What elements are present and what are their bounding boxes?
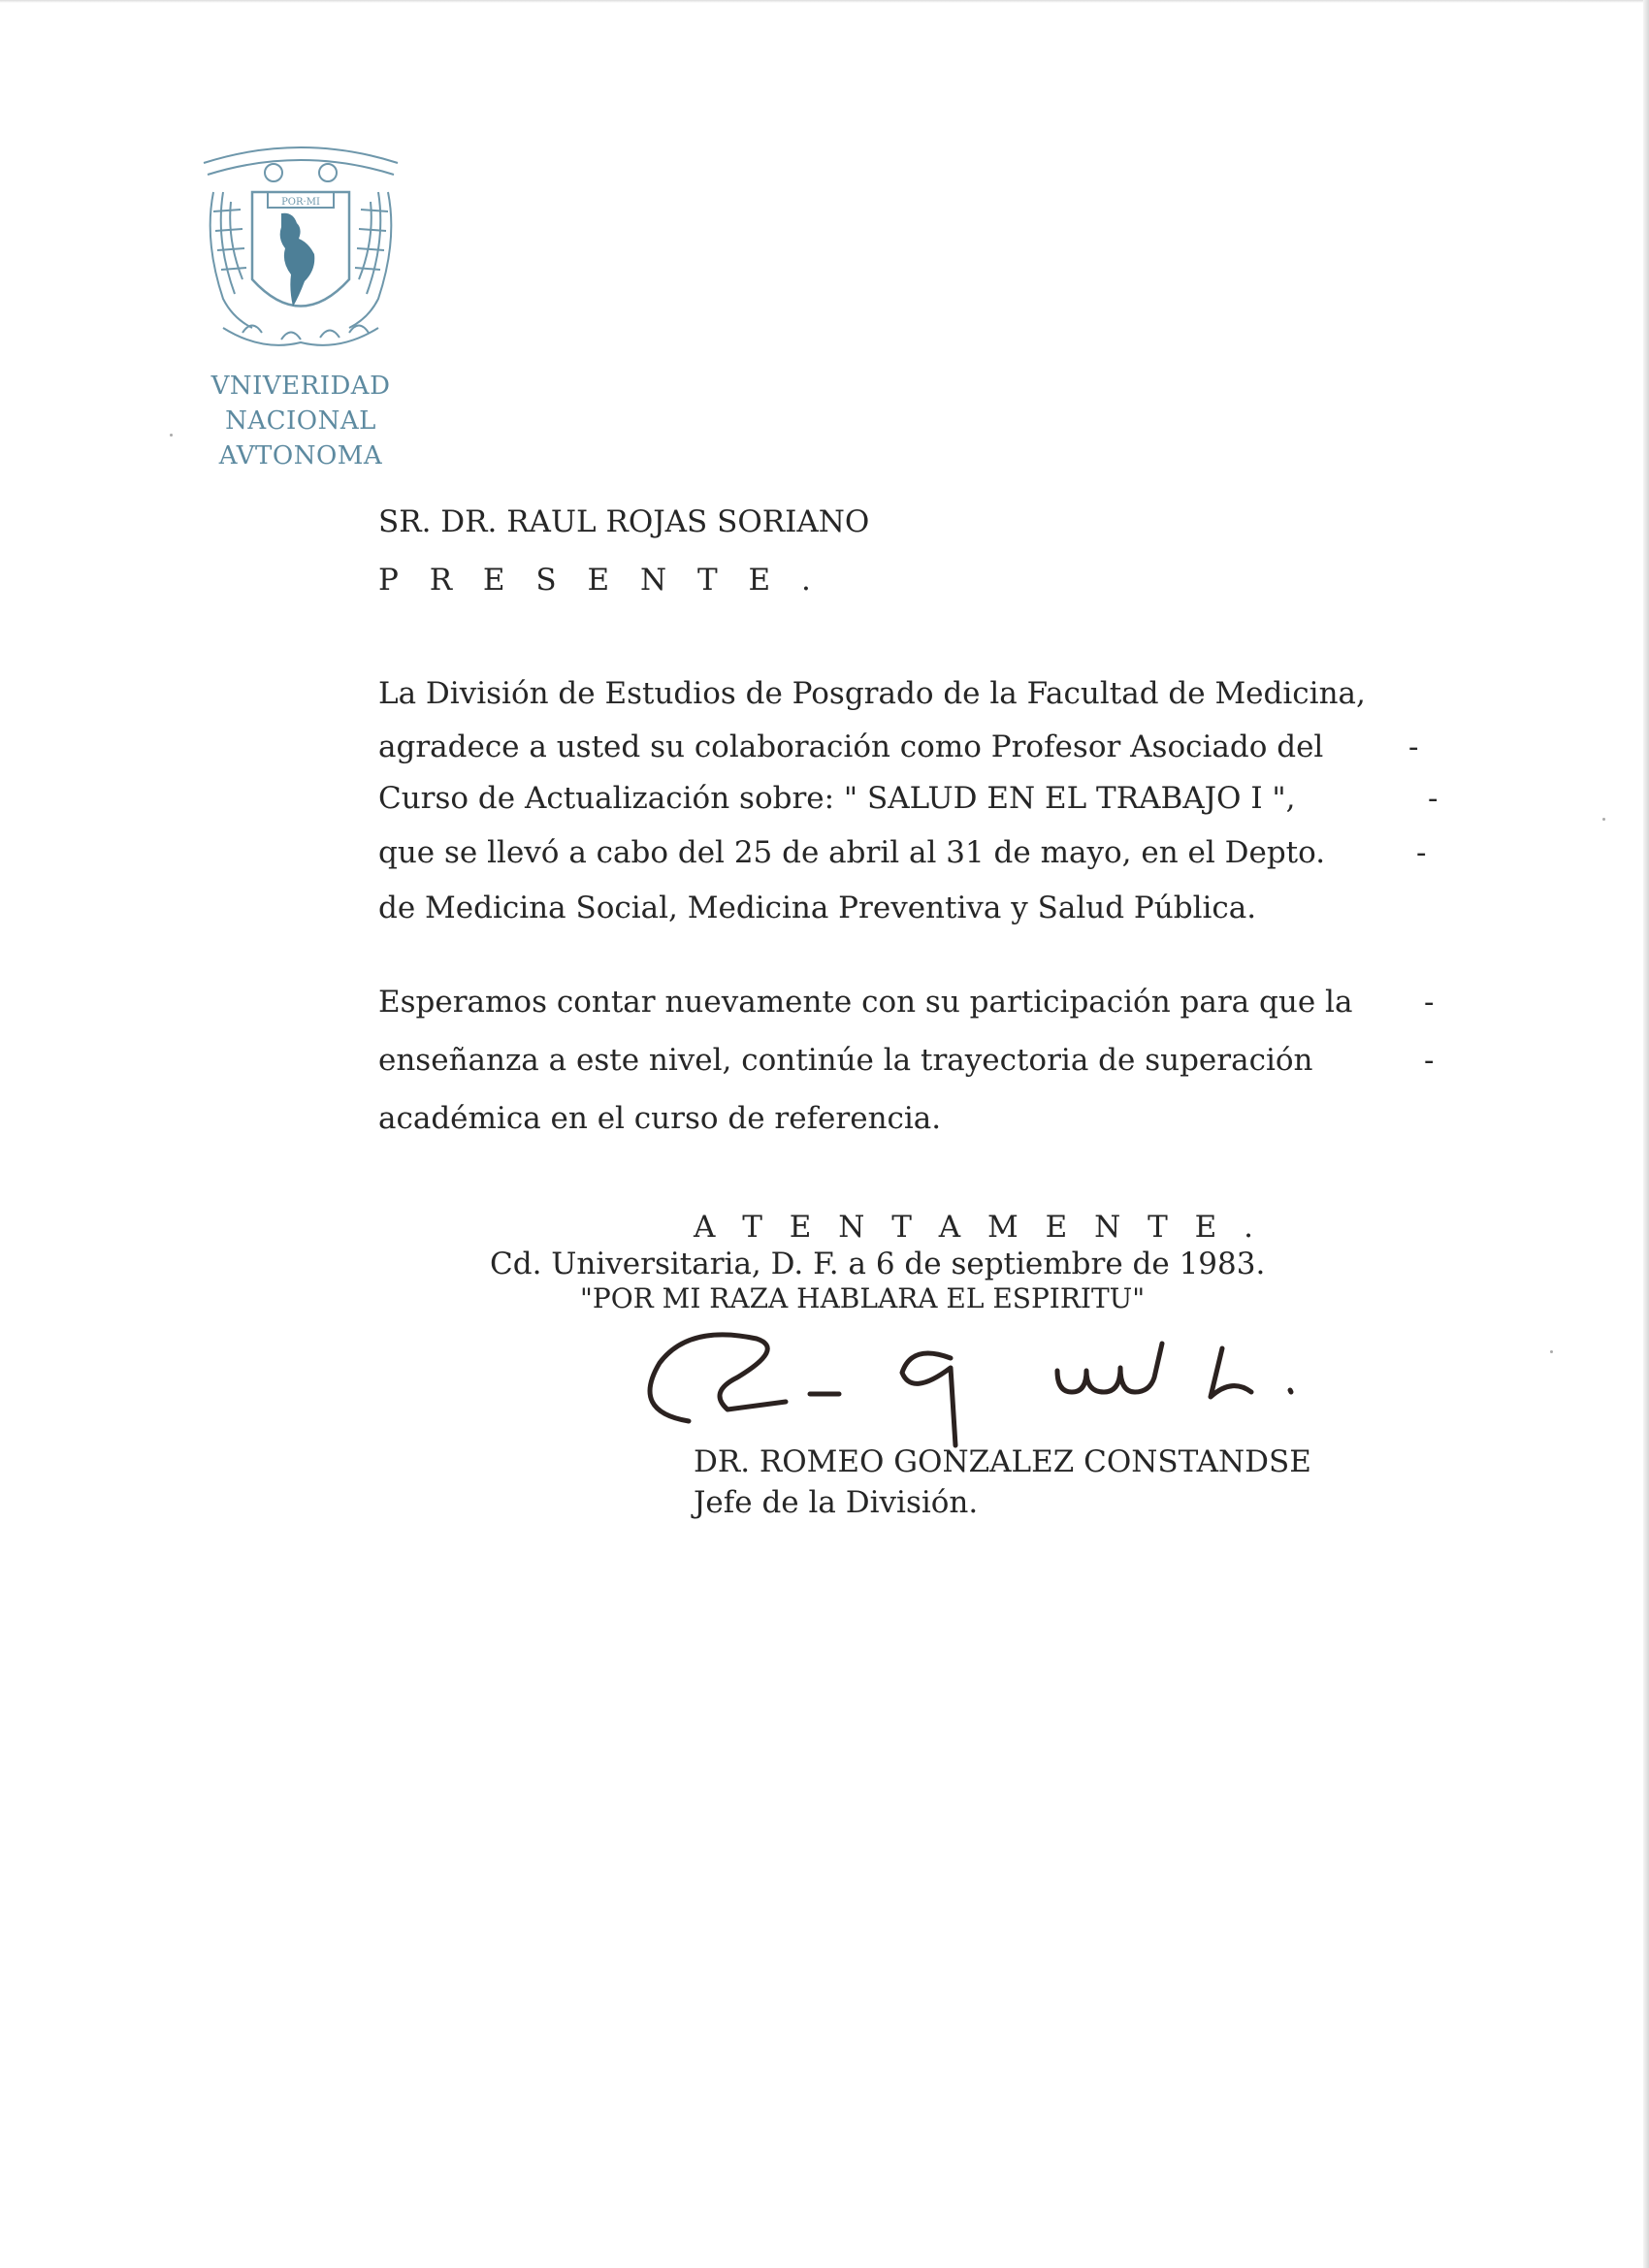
paragraph1-line1: La División de Estudios de Posgrado de la Facultad de Medicina, xyxy=(378,676,1366,711)
line-hyphen: - xyxy=(1416,835,1427,870)
signer-name: DR. ROMEO GONZALEZ CONSTANDSE xyxy=(694,1444,1311,1479)
seal-emblem-icon xyxy=(184,134,417,367)
closing-motto: "POR MI RAZA HABLARA EL ESPIRITU" xyxy=(580,1282,1146,1314)
addressee-name: SR. DR. RAUL ROJAS SORIANO xyxy=(378,504,870,539)
line-hyphen: - xyxy=(1424,985,1435,1020)
svg-text:POR·MI: POR·MI xyxy=(281,197,320,208)
line-hyphen: - xyxy=(1428,781,1439,816)
paper-speck xyxy=(1602,818,1605,821)
handwritten-signature xyxy=(630,1324,1368,1460)
unam-seal-logo xyxy=(184,134,417,367)
paragraph1-line5: de Medicina Social, Medicina Preventiva y Salud Pública. xyxy=(378,891,1257,925)
university-name-line1: VNIVERIDAD NACIONAL xyxy=(210,372,391,436)
paper-speck xyxy=(170,434,173,437)
paragraph1-line2: agradece a usted su colaboración como Profesor Asociado del xyxy=(378,729,1324,764)
paragraph2-line2: enseñanza a este nivel, continúe la trayectoria de superación xyxy=(378,1043,1313,1078)
signer-title: Jefe de la División. xyxy=(694,1485,979,1520)
paragraph2-line3: académica en el curso de referencia. xyxy=(378,1101,942,1136)
closing-atentamente: A T E N T A M E N T E . xyxy=(694,1210,1262,1245)
paragraph2-line1: Esperamos contar nuevamente con su participación para que la xyxy=(378,985,1353,1020)
university-name-line2: AVTONOMA xyxy=(218,441,383,470)
closing-place-date: Cd. Universitaria, D. F. a 6 de septiembre de 1983. xyxy=(490,1247,1266,1281)
line-hyphen: - xyxy=(1424,1043,1435,1078)
signature-icon xyxy=(630,1324,1368,1460)
line-hyphen: - xyxy=(1408,729,1419,764)
paper-right-edge xyxy=(1643,0,1649,2268)
paragraph1-line3: Curso de Actualización sobre: " SALUD EN EL TRABAJO I ", xyxy=(378,781,1296,816)
paragraph1-line4: que se llevó a cabo del 25 de abril al 31 de mayo, en el Depto. xyxy=(378,835,1326,870)
university-name xyxy=(155,369,446,473)
paper-speck xyxy=(1550,1350,1553,1353)
addressee-presente: P R E S E N T E . xyxy=(378,563,822,598)
paper-top-edge xyxy=(0,0,1649,3)
